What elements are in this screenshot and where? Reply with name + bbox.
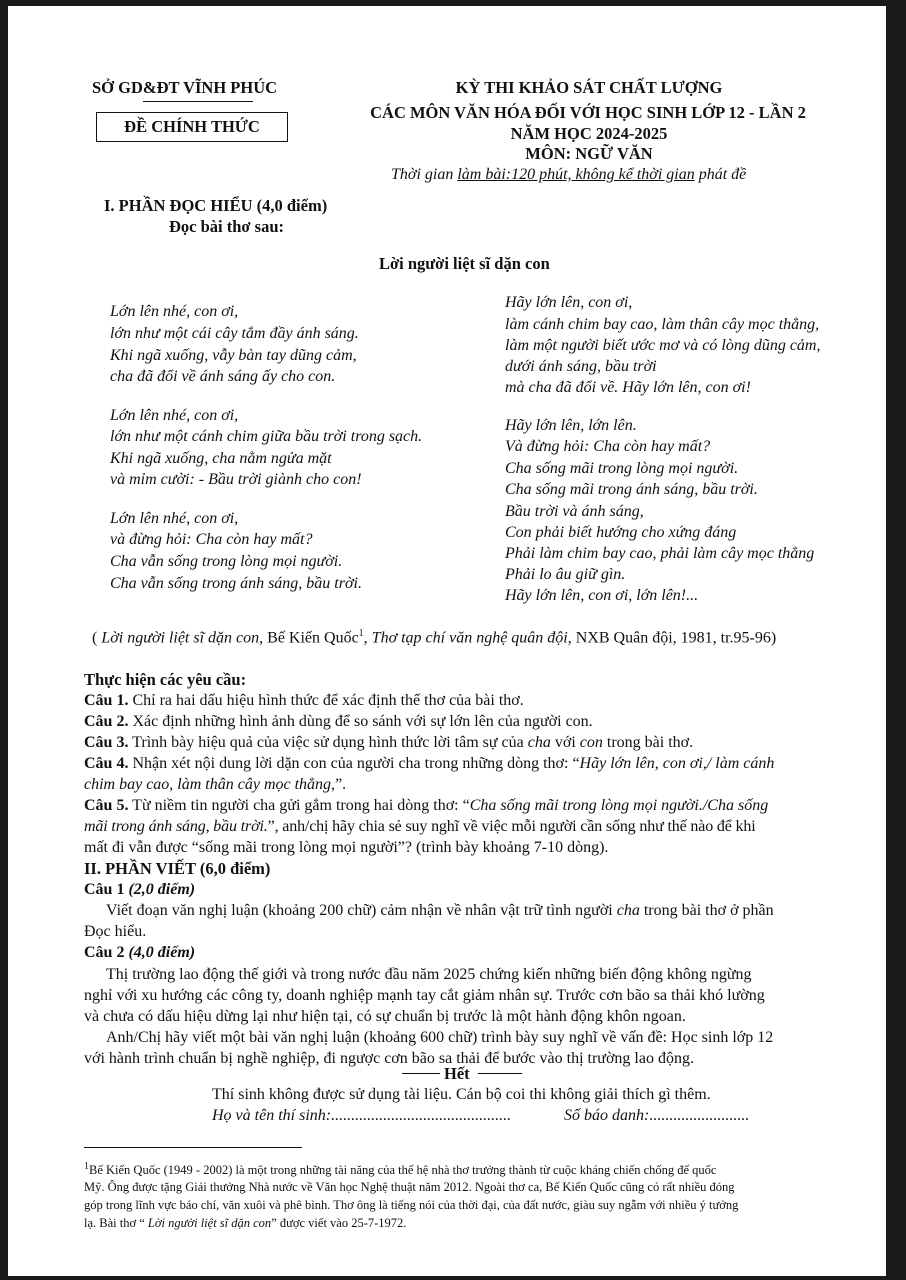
poem-line: Cha sống mãi trong ánh sáng, bầu trời. <box>505 481 758 498</box>
school-year: NĂM HỌC 2024-2025 <box>510 124 668 143</box>
poem-line: làm một người biết ước mơ và có lòng dũng cảm, <box>505 337 821 354</box>
reading-section-heading: I. PHẦN ĐỌC HIỂU (4,0 điểm) <box>104 196 328 215</box>
poem-line: Phải làm chim bay cao, phải làm cây mọc thẳng <box>505 545 815 562</box>
question-5-cont: mất đi vẫn được “sống mãi trong lòng mọi người”? (trình bày khoảng 7-10 dòng). <box>84 839 609 856</box>
footnote-divider <box>84 1147 302 1148</box>
poem-title: Lời người liệt sĩ dặn con <box>379 254 550 273</box>
end-mark: Hết <box>444 1064 470 1083</box>
end-rule-left <box>402 1073 440 1074</box>
writing-question-2-label: Câu 2 (4,0 điểm) <box>84 944 196 961</box>
writing-question-2-text: nghỉ với xu hướng các công ty, doanh nghiệp mạnh tay cắt giảm nhân sự. Trước cơn bão sa thải khó lường <box>84 987 765 1004</box>
exam-sheet <box>8 6 886 1276</box>
reading-instruction: Đọc bài thơ sau: <box>169 217 285 236</box>
poem-line: Phải lo âu giữ gìn. <box>505 566 626 583</box>
poem-line: Và đừng hỏi: Cha còn hay mất? <box>505 438 711 455</box>
poem-line: Lớn lên nhé, con ơi, <box>110 510 239 527</box>
footnote-ref: 1 <box>358 628 364 639</box>
subject: MÔN: NGỮ VĂN <box>525 144 653 163</box>
poem-line: Hãy lớn lên, con ơi, <box>505 294 633 311</box>
poem-line: và mỉm cười: - Bầu trời giành cho con! <box>110 471 362 488</box>
candidate-name-field: Họ và tên thí sinh:............................................. <box>212 1107 512 1124</box>
writing-question-2-text: Thị trường lao động thế giới và trong nước đầu năm 2025 chứng kiến những biến động không ngừng <box>106 966 752 983</box>
writing-question-1: Viết đoạn văn nghị luận (khoảng 200 chữ) cảm nhận về nhân vật trữ tình người cha trong bài thơ ở phần <box>106 902 774 919</box>
poem-line: Khi ngã xuống, cha nằm ngửa mặt <box>110 450 332 467</box>
department-name: SỞ GD&ĐT VĨNH PHÚC <box>92 78 278 97</box>
poem-line: Hãy lớn lên, lớn lên. <box>505 417 637 434</box>
writing-question-1-label: Câu 1 (2,0 điểm) <box>84 881 196 898</box>
exam-title: KỲ THI KHẢO SÁT CHẤT LƯỢNG <box>455 78 723 97</box>
document-body <box>8 6 886 1276</box>
question-5-cont: mãi trong ánh sáng, bầu trời.”, anh/chị hãy chia sẻ suy nghĩ về việc mỗi người cần sống như thế nào để khi <box>84 818 756 835</box>
exam-duration: Thời gian làm bài:120 phút, không kể thời gian phát đề <box>391 166 747 183</box>
poem-line: cha đã đổi về ánh sáng ấy cho con. <box>110 368 336 385</box>
poem-line: lớn như một cái cây tắm đầy ánh sáng. <box>110 325 359 342</box>
writing-question-1-cont: Đọc hiểu. <box>84 923 147 940</box>
question-3: Câu 3. Trình bày hiệu quả của việc sử dụng hình thức lời tâm sự của cha với con trong bài thơ. <box>84 734 694 751</box>
poem-line: và đừng hỏi: Cha còn hay mất? <box>110 531 313 548</box>
exam-subtitle: CÁC MÔN VĂN HÓA ĐỐI VỚI HỌC SINH LỚP 12 - LẦN 2 <box>370 103 806 122</box>
poem-line: Cha vẫn sống trong lòng mọi người. <box>110 553 343 570</box>
footnote-number: 1 <box>84 1161 89 1172</box>
poem-line: Con phải biết hướng cho xứng đáng <box>505 524 737 541</box>
tasks-heading: Thực hiện các yêu cầu: <box>84 670 247 689</box>
poem-line: Khi ngã xuống, vẫy bàn tay dũng cảm, <box>110 347 357 364</box>
question-2: Câu 2. Xác định những hình ảnh dùng để so sánh với sự lớn lên của người con. <box>84 713 593 730</box>
candidate-id-field: Số báo danh:......................... <box>564 1107 750 1124</box>
poem-line: Hãy lớn lên, con ơi, lớn lên!... <box>505 587 699 604</box>
question-5: Câu 5. Từ niềm tin người cha gửi gắm trong hai dòng thơ: “Cha sống mãi trong lòng mọi người./Cha sống <box>84 797 769 814</box>
header-divider <box>143 101 253 102</box>
end-rule-right <box>478 1073 522 1074</box>
poem-line: Bầu trời và ánh sáng, <box>505 503 644 520</box>
question-1: Câu 1. Chỉ ra hai dấu hiệu hình thức để xác định thể thơ của bài thơ. <box>84 692 524 709</box>
poem-line: Cha vẫn sống trong ánh sáng, bầu trời. <box>110 575 362 592</box>
poem-citation: ( Lời người liệt sĩ dặn con, Bế Kiến Quốc$^1$, Thơ tạp chí văn nghệ quân đội, NXB Quân đội, 1981, tr.95-96) <box>92 628 777 647</box>
writing-section-heading: II. PHẦN VIẾT (6,0 điểm) <box>84 859 271 878</box>
question-4-cont: chim bay cao, làm thân cây mọc thẳng,”. <box>84 776 347 793</box>
official-badge: ĐỀ CHÍNH THỨC <box>96 112 288 142</box>
poem-line: lớn như một cánh chim giữa bầu trời trong sạch. <box>110 428 423 445</box>
question-4: Câu 4. Nhận xét nội dung lời dặn con của người cha trong những dòng thơ: “Hãy lớn lên, con ơi,/ làm cánh <box>84 755 775 772</box>
poem-line: mà cha đã đổi về. Hãy lớn lên, con ơi! <box>505 379 751 396</box>
footnote-line: Mỹ. Ông được tặng Giải thưởng Nhà nước về Văn học Nghệ thuật năm 2012. Ngoài thơ ca, Bế Kiến Quốc cũng có rất nhiều đóng <box>84 1180 735 1194</box>
poem-line: làm cánh chim bay cao, làm thân cây mọc thẳng, <box>505 316 820 333</box>
footnote-line: $^1$Bế Kiến Quốc (1949 - 2002) là một trong những tài năng của thế hệ nhà thơ trưởng thành từ cuộc kháng chiến chống đế quốc <box>84 1161 717 1178</box>
exam-note: Thí sinh không được sử dụng tài liệu. Cán bộ coi thi không giải thích gì thêm. <box>212 1086 711 1103</box>
poem-line: dưới ánh sáng, bầu trời <box>505 358 657 375</box>
writing-question-2-text: Anh/Chị hãy viết một bài văn nghị luận (khoảng 600 chữ) trình bày suy nghĩ về vấn đề: Học sinh lớp 12 <box>106 1029 774 1046</box>
poem-line: Cha sống mãi trong lòng mọi người. <box>505 460 739 477</box>
footnote-line: lạ. Bài thơ “ Lời người liệt sĩ dặn con” được viết vào 25-7-1972. <box>84 1216 407 1230</box>
poem-line: Lớn lên nhé, con ơi, <box>110 407 239 424</box>
writing-question-2-text: với hành trình chuẩn bị nghề nghiệp, đi ngược cơn bão sa thải để bước vào thị trường lao động. <box>84 1050 694 1067</box>
poem-line: Lớn lên nhé, con ơi, <box>110 303 239 320</box>
writing-question-2-text: và chưa có dấu hiệu dừng lại như hiện tại, có sự chuẩn bị trước là một hành động khôn ngoan. <box>84 1008 686 1025</box>
footnote-line: góp trong lĩnh vực báo chí, văn xuôi và phê bình. Thơ ông là tiếng nói của thời đại, của đất nước, giàu suy ngẫm với nhiều ý tưởng <box>84 1198 739 1212</box>
